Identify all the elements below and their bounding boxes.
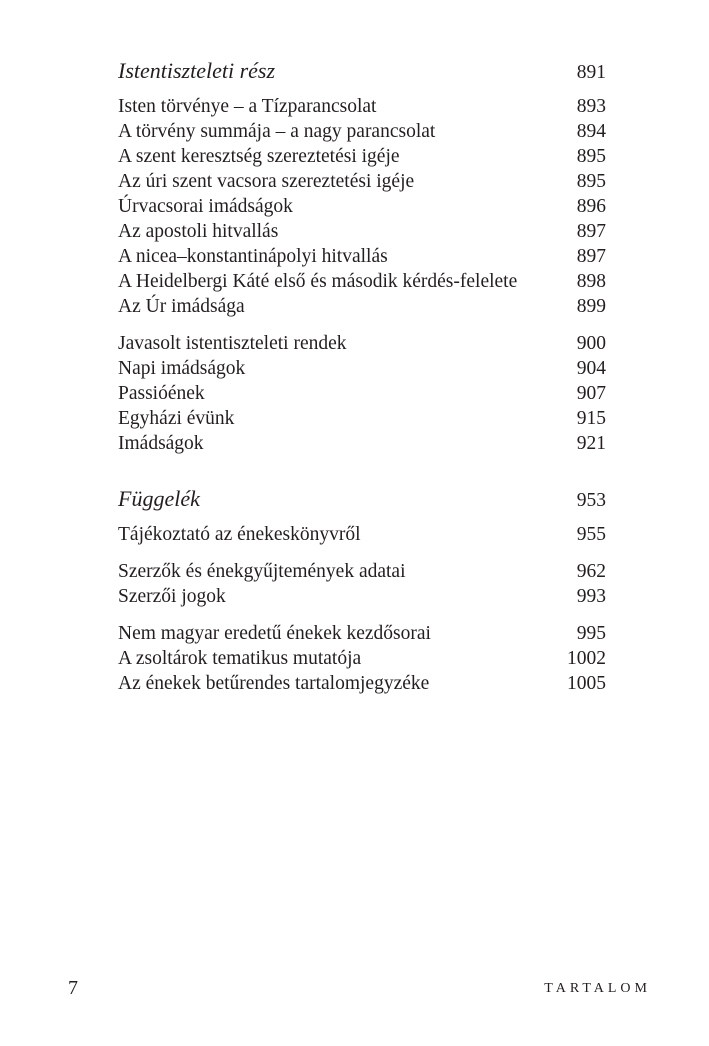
toc-entry-page: 915 <box>576 408 606 429</box>
toc-entry <box>118 294 606 319</box>
toc-entry-page: 894 <box>576 121 606 142</box>
toc-entry-title: Az énekek betűrendes tartalomjegyzéke <box>118 673 430 694</box>
toc-entry-page: 895 <box>576 146 606 167</box>
toc-group <box>118 522 606 547</box>
toc-entry-page: 955 <box>576 524 606 545</box>
toc-entry <box>118 522 606 547</box>
toc-entry-page: 1002 <box>567 648 606 669</box>
toc-entry <box>118 621 606 646</box>
toc-entry-page: 921 <box>576 433 606 454</box>
toc-group <box>118 331 606 456</box>
toc-entry <box>118 219 606 244</box>
section-heading <box>118 56 606 86</box>
section-heading-title: Istentiszteleti rész <box>118 58 276 83</box>
toc-entry-title: A szent keresztség szereztetési igéje <box>118 146 400 167</box>
toc-entry <box>118 559 606 584</box>
toc-entry-page: 899 <box>576 296 606 317</box>
toc-entry-page: 904 <box>576 358 606 379</box>
toc-entry-title: Az Úr imádsága <box>118 296 245 317</box>
toc-entry-title: Javasolt istentiszteleti rendek <box>118 333 347 354</box>
toc-entry-title: Nem magyar eredetű énekek kezdősorai <box>118 623 431 644</box>
page-number: 7 <box>68 977 78 999</box>
toc-entry-title: Napi imádságok <box>118 358 246 379</box>
toc-entry <box>118 244 606 269</box>
toc-entry-title: Imádságok <box>118 433 204 454</box>
toc-entry <box>118 331 606 356</box>
toc-entry-page: 962 <box>576 561 606 582</box>
toc-entry <box>118 381 606 406</box>
toc-entry <box>118 269 606 294</box>
toc-entry-title: Tájékoztató az énekeskönyvről <box>118 524 361 545</box>
toc-entry-page: 907 <box>576 383 606 404</box>
toc-entry-page: 897 <box>576 246 606 267</box>
toc-entry-title: Az apostoli hitvallás <box>118 221 279 242</box>
toc-entry <box>118 169 606 194</box>
toc-entry <box>118 671 606 696</box>
toc-entry <box>118 431 606 456</box>
toc-section <box>118 56 606 456</box>
toc-entry-title: A zsoltárok tematikus mutatója <box>118 648 362 669</box>
toc-entry-title: Egyházi évünk <box>118 408 235 429</box>
toc-group <box>118 94 606 319</box>
toc-entry-title: Passióének <box>118 383 205 404</box>
toc-entry <box>118 646 606 671</box>
toc-entry <box>118 406 606 431</box>
toc-entry <box>118 584 606 609</box>
toc-entry-page: 995 <box>576 623 606 644</box>
section-heading <box>118 484 606 514</box>
toc-entry-page: 898 <box>576 271 606 292</box>
toc-entry-title: Az úri szent vacsora szereztetési igéje <box>118 171 415 192</box>
toc-entry <box>118 194 606 219</box>
section-heading-page: 953 <box>576 490 606 511</box>
toc-entry-page: 1005 <box>567 673 606 694</box>
toc-entry-page: 896 <box>576 196 606 217</box>
toc-group <box>118 559 606 609</box>
toc-entry-title: Úrvacsorai imádságok <box>118 196 293 217</box>
section-heading-title: Függelék <box>118 486 200 511</box>
toc-entry <box>118 144 606 169</box>
toc-entry-title: Szerzői jogok <box>118 586 226 607</box>
toc-entry <box>118 94 606 119</box>
section-heading-page: 891 <box>576 62 606 83</box>
toc-entry-page: 895 <box>576 171 606 192</box>
running-title: TARTALOM <box>544 981 651 996</box>
toc-entry-title: A Heidelbergi Káté első és második kérdés-felelete <box>118 271 518 292</box>
toc-entry-title: A nicea–konstantinápolyi hitvallás <box>118 246 388 267</box>
table-of-contents <box>118 56 606 696</box>
toc-section <box>118 484 606 696</box>
toc-entry <box>118 356 606 381</box>
toc-entry-page: 900 <box>576 333 606 354</box>
toc-entry-page: 893 <box>576 96 606 117</box>
toc-group <box>118 621 606 696</box>
toc-entry <box>118 119 606 144</box>
toc-entry-title: Isten törvénye – a Tízparancsolat <box>118 96 377 117</box>
toc-entry-page: 993 <box>576 586 606 607</box>
toc-entry-title: Szerzők és énekgyűjtemények adatai <box>118 561 406 582</box>
toc-entry-page: 897 <box>576 221 606 242</box>
toc-entry-title: A törvény summája – a nagy parancsolat <box>118 121 436 142</box>
